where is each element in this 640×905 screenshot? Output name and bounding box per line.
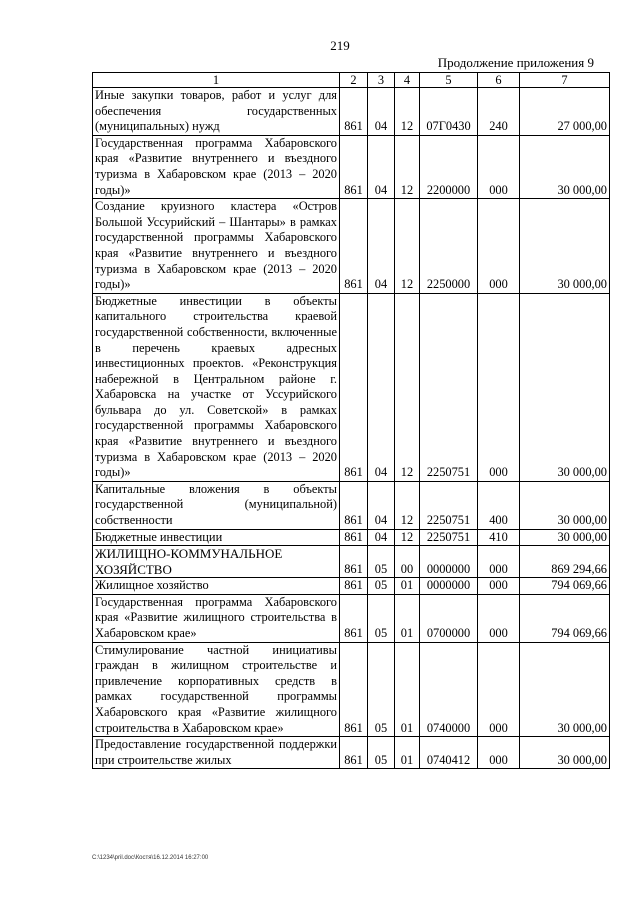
- target-cell: 2250751: [420, 481, 478, 529]
- type-cell: 000: [478, 642, 520, 737]
- subsection-cell: 01: [395, 642, 420, 737]
- type-cell: 410: [478, 529, 520, 546]
- type-cell: 000: [478, 135, 520, 198]
- type-cell: 000: [478, 578, 520, 595]
- budget-table: [92, 72, 610, 769]
- row-name: Бюджетные инвестиции: [93, 529, 340, 546]
- column-header: 2: [340, 73, 368, 88]
- amount-cell: 794 069,66: [520, 594, 610, 642]
- table-row: [93, 529, 610, 546]
- subsection-cell: 12: [395, 481, 420, 529]
- amount-cell: 30 000,00: [520, 135, 610, 198]
- section-cell: 04: [368, 481, 395, 529]
- code-cell: 861: [340, 481, 368, 529]
- section-cell: 05: [368, 737, 395, 769]
- target-cell: 0700000: [420, 594, 478, 642]
- row-name: Иные закупки товаров, работ и услуг для обеспечения государственных (муниципальных) нужд: [93, 88, 340, 136]
- amount-cell: 30 000,00: [520, 529, 610, 546]
- header-row: [93, 73, 610, 88]
- section-cell: 05: [368, 578, 395, 595]
- subsection-cell: 01: [395, 737, 420, 769]
- target-cell: 0740000: [420, 642, 478, 737]
- target-cell: 0740412: [420, 737, 478, 769]
- code-cell: 861: [340, 135, 368, 198]
- code-cell: 861: [340, 199, 368, 294]
- row-name: ЖИЛИЩНО-КОММУНАЛЬНОЕ ХОЗЯЙСТВО: [93, 546, 340, 578]
- row-name: Капитальные вложения в объекты государственной (муниципальной) собственности: [93, 481, 340, 529]
- file-path-footer: C:\1234\pril.doc\Костя\16.12.2014 16:27:00: [92, 855, 209, 861]
- code-cell: 861: [340, 642, 368, 737]
- table-row: [93, 199, 610, 294]
- table-row: [93, 293, 610, 481]
- row-name: Бюджетные инвестиции в объекты капитального строительства краевой государственной собственности, включенные в перечень краевых адресных инвестиционных проектов. «Реконструкция набережной в Центральном районе г. Хабаровска на участке от Уссурийского бульвара до ул. Советской» в рамках государственной программы Хабаровского края «Развитие внутреннего и въездного туризма в Хабаровском крае (2013 – 2020 годы)»: [93, 293, 340, 481]
- section-cell: 05: [368, 546, 395, 578]
- continuation-title: Продолжение приложения 9: [437, 55, 594, 70]
- section-cell: 04: [368, 88, 395, 136]
- subsection-cell: 12: [395, 293, 420, 481]
- row-name: Стимулирование частной инициативы граждан в жилищном строительстве и привлечение корпоративных средств в рамках государственной программы Хабаровского края «Развитие жилищного строительства в Хабаровском крае»: [93, 642, 340, 737]
- amount-cell: 794 069,66: [520, 578, 610, 595]
- amount-cell: 869 294,66: [520, 546, 610, 578]
- column-header: 5: [420, 73, 478, 88]
- code-cell: 861: [340, 546, 368, 578]
- amount-cell: 30 000,00: [520, 642, 610, 737]
- table-row: [93, 642, 610, 737]
- target-cell: 0000000: [420, 578, 478, 595]
- target-cell: 07Г0430: [420, 88, 478, 136]
- amount-cell: 30 000,00: [520, 737, 610, 769]
- table-row: [93, 88, 610, 136]
- page-number: 219: [330, 38, 350, 53]
- code-cell: 861: [340, 293, 368, 481]
- section-cell: 04: [368, 293, 395, 481]
- amount-cell: 27 000,00: [520, 88, 610, 136]
- table-row: [93, 546, 610, 578]
- subsection-cell: 12: [395, 135, 420, 198]
- target-cell: 2250751: [420, 293, 478, 481]
- type-cell: 000: [478, 293, 520, 481]
- column-header: 7: [520, 73, 610, 88]
- subsection-cell: 00: [395, 546, 420, 578]
- type-cell: 000: [478, 737, 520, 769]
- subsection-cell: 12: [395, 88, 420, 136]
- table-row: [93, 578, 610, 595]
- type-cell: 240: [478, 88, 520, 136]
- amount-cell: 30 000,00: [520, 199, 610, 294]
- type-cell: 000: [478, 594, 520, 642]
- target-cell: 2250000: [420, 199, 478, 294]
- column-header: 6: [478, 73, 520, 88]
- code-cell: 861: [340, 578, 368, 595]
- type-cell: 000: [478, 199, 520, 294]
- section-cell: 04: [368, 199, 395, 294]
- target-cell: 2200000: [420, 135, 478, 198]
- code-cell: 861: [340, 529, 368, 546]
- row-name: Создание круизного кластера «Остров Большой Уссурийский – Шантары» в рамках государственной программы Хабаровского края «Развитие внутреннего и въездного туризма в Хабаровском крае (2013 – 2020 годы)»: [93, 199, 340, 294]
- table-row: [93, 481, 610, 529]
- column-header: 3: [368, 73, 395, 88]
- table-row: [93, 594, 610, 642]
- subsection-cell: 12: [395, 199, 420, 294]
- row-name: Государственная программа Хабаровского края «Развитие внутреннего и въездного туризма в Хабаровском крае (2013 – 2020 годы)»: [93, 135, 340, 198]
- target-cell: 0000000: [420, 546, 478, 578]
- code-cell: 861: [340, 737, 368, 769]
- table-row: [93, 135, 610, 198]
- row-name: Государственная программа Хабаровского края «Развитие жилищного строительства в Хабаровском крае»: [93, 594, 340, 642]
- row-name: Жилищное хозяйство: [93, 578, 340, 595]
- amount-cell: 30 000,00: [520, 481, 610, 529]
- code-cell: 861: [340, 88, 368, 136]
- type-cell: 400: [478, 481, 520, 529]
- subsection-cell: 01: [395, 578, 420, 595]
- section-cell: 04: [368, 135, 395, 198]
- column-header: 1: [93, 73, 340, 88]
- subsection-cell: 12: [395, 529, 420, 546]
- section-cell: 05: [368, 594, 395, 642]
- amount-cell: 30 000,00: [520, 293, 610, 481]
- subsection-cell: 01: [395, 594, 420, 642]
- row-name: Предоставление государственной поддержки при строительстве жилых: [93, 737, 340, 769]
- section-cell: 05: [368, 642, 395, 737]
- type-cell: 000: [478, 546, 520, 578]
- code-cell: 861: [340, 594, 368, 642]
- column-header: 4: [395, 73, 420, 88]
- section-cell: 04: [368, 529, 395, 546]
- target-cell: 2250751: [420, 529, 478, 546]
- table-row: [93, 737, 610, 769]
